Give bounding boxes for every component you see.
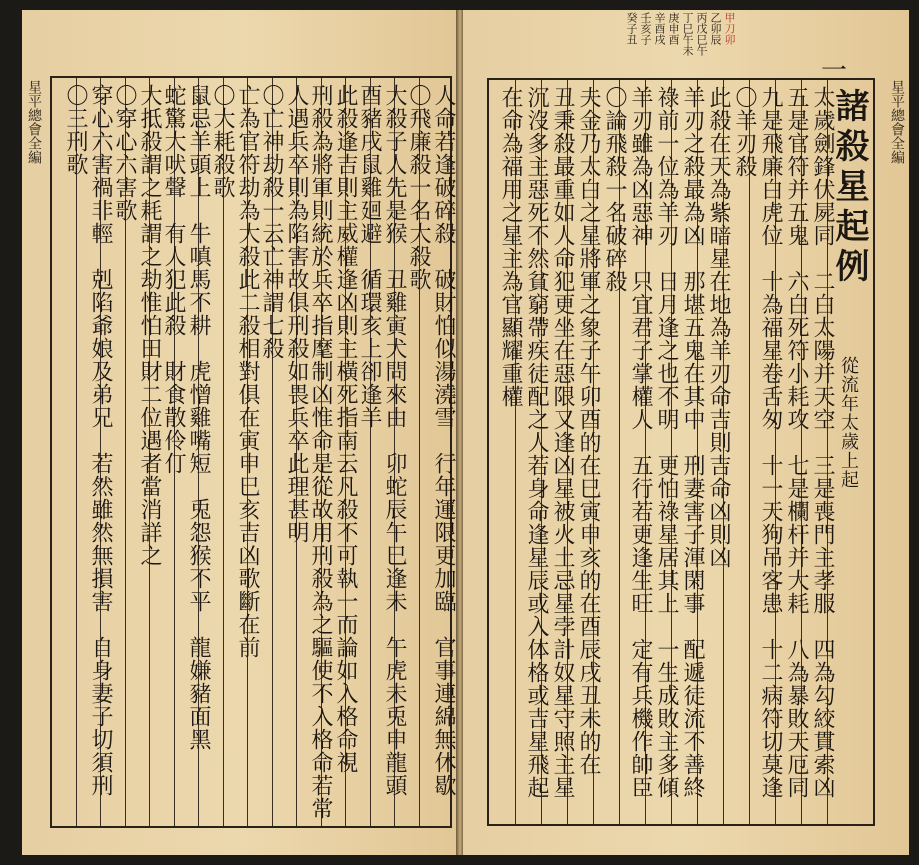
left-page <box>22 10 459 855</box>
text-column: 大抵殺謂之耗謂之劫惟怕田財二位遇者當消詳之 <box>137 84 162 567</box>
chapter-title-text: 諸殺星起例 <box>829 88 869 288</box>
top-note: 壬亥子 <box>639 12 652 45</box>
text-column: 五是官符并五鬼 六白死符小耗攻 七是欄杆并大耗 八為暴敗天厄同 <box>784 86 809 799</box>
text-column: 太歲劍鋒伏屍同 二白太陽并天空 三是喪門主孝服 四為勾絞貫索凶 <box>810 86 835 799</box>
left-margin-title: 星平總會全編 <box>26 80 42 164</box>
text-column: 羊刃之殺最為凶 那堪五鬼在其中 刑妻害子渾閑事 配遞徒流不善終 <box>680 86 705 799</box>
top-note: 庚申酉 <box>667 12 680 45</box>
top-note: 甲刀卯 <box>723 12 736 45</box>
text-column: 此殺在天為紫暗星在地為羊刃命吉則吉命凶則凶 <box>706 86 731 569</box>
text-column: 人遇兵卒則為陷害故俱刑殺如畏兵卒此理甚明 <box>284 84 309 544</box>
text-column: 九是飛廉白虎位 十為福星卷舌匆 十一天狗吊客患 十二病符切莫逢 <box>758 86 783 799</box>
text-column: 人命若逢破碎殺 破財怕似湯澆雪 行年運限更加臨 官事連綿無休歇 <box>431 84 456 797</box>
right-page <box>462 10 909 855</box>
text-column: 刑殺為將軍則統於兵卒指麾制凶惟命是從故用刑殺為之驅使不入格命若常 <box>308 84 333 820</box>
top-note: 丁巳午未 <box>681 12 694 56</box>
text-column: 〇三刑歌 <box>63 84 88 176</box>
right-text-frame <box>487 78 875 826</box>
text-column: 在命為福用之星主為官顯耀重權 <box>498 86 523 408</box>
text-column: 鼠忌羊頭上 牛嗔馬不耕 虎憎雞嘴短 兎怨猴不平 龍嫌豬面黑 <box>186 84 211 751</box>
text-column: 〇亡神劫殺一云亡神謂七殺 <box>259 84 284 360</box>
text-column: 羊刃雖為凶惡神 只宜君子掌權人 五行若更逢生旺 定有兵機作帥臣 <box>628 86 653 799</box>
text-column: 〇論飛殺一名破碎殺 <box>602 86 627 293</box>
text-column: 〇羊刃殺 <box>732 86 757 178</box>
text-column: 酉豬戌鼠雞廻避 循環亥上卻逢羊 <box>357 84 382 429</box>
text-column: 祿前一位為羊刃 日月逢之也不明 更怕祿星居其上 一生成敗主多傾 <box>654 86 679 799</box>
text-column: 穿心六害禍非輕 剋陷爺娘及弟兄 若然雖然無損害 自身妻子切須刑 <box>88 84 113 797</box>
left-text-frame <box>50 76 456 828</box>
top-note: 癸子丑 <box>625 12 638 45</box>
top-notes <box>513 12 743 76</box>
right-margin-title: 星平總會全編 <box>889 80 905 164</box>
text-column: 〇飛廉殺一名大殺歌 <box>406 84 431 291</box>
chapter-subtitle: 從流年太歲上起 <box>838 356 859 489</box>
text-column: 蛇驚大吠聲 有人犯此殺 財食散伶仃 <box>161 84 186 475</box>
text-column: 夫金乃太白之星將軍之象子午卯酉的在巳寅申亥的在酉辰戌丑未的在 <box>576 86 601 776</box>
text-column: 大殺子人先是猴 丑雞寅犬問來由 卯蛇辰午巳逢未 午虎未兎申龍頭 <box>382 84 407 797</box>
top-note: 辛酉戌 <box>653 12 666 45</box>
page-number: 一 <box>821 56 848 86</box>
top-note: 乙卯辰 <box>709 12 722 45</box>
text-column: 丑秉殺最重如人命犯更坐在惡限又逢凶星被火土忌星孛計奴星守照主星 <box>550 86 575 799</box>
text-column: 〇大耗殺歌 <box>210 84 235 199</box>
top-note: 丙戊巳午 <box>695 12 708 56</box>
text-column: 此殺逢吉則主威權逢凶則主橫死指南云凡殺不可執一而論如入格命視 <box>333 84 358 774</box>
text-column: 沉沒多主惡死不然貧窮帶疾徒配之人若身命逢星辰或入体格或吉星飛起 <box>524 86 549 799</box>
text-column: 〇穿心六害歌 <box>112 84 137 222</box>
text-column: 亡為官符劫為大殺此二殺相對俱在寅申巳亥吉凶歌斷在前 <box>235 84 260 659</box>
